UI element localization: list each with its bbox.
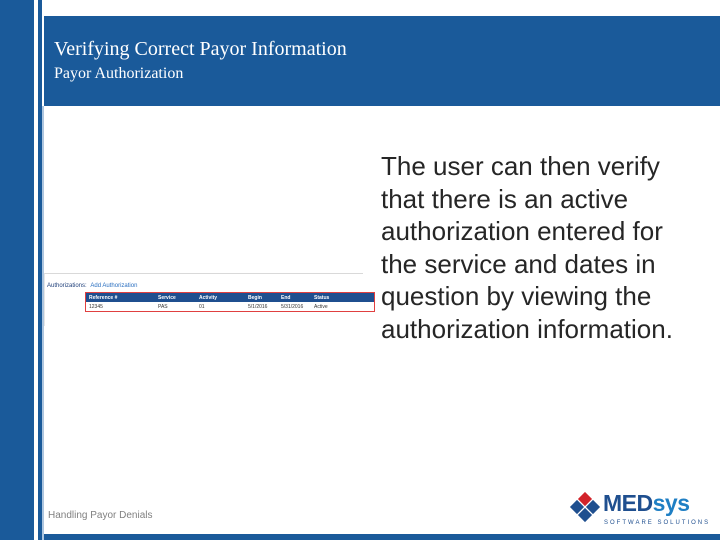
- logo-wordmark-sys: sys: [652, 490, 690, 516]
- column-header: Reference #: [89, 294, 118, 301]
- table-cell: Active: [314, 303, 328, 310]
- add-authorization-link[interactable]: Add Authorization: [90, 283, 138, 289]
- table-cell: 01: [199, 303, 205, 310]
- column-header: Activity: [199, 294, 218, 301]
- authorization-table: [85, 292, 375, 312]
- table-cell: 5/31/2016: [281, 303, 304, 310]
- slide-title: Verifying Correct Payor Information: [54, 38, 347, 60]
- table-cell: 12345: [89, 303, 103, 310]
- header-top-strip: [44, 0, 720, 16]
- column-header: Status: [314, 294, 330, 301]
- authorizations-header: Authorizations: Add Authorization: [47, 283, 138, 289]
- authorization-screenshot: [44, 273, 363, 326]
- logo-tagline: SOFTWARE SOLUTIONS: [604, 520, 711, 526]
- medsys-logo: [568, 490, 711, 530]
- bottom-accent-bar: [44, 534, 720, 540]
- column-header: Service: [158, 294, 176, 301]
- column-header: Begin: [248, 294, 262, 301]
- slide-header: [44, 16, 720, 106]
- slide-body-text: The user can then verify that there is an active authorization entered for the service and dates in question by viewing the authorization information.: [381, 151, 673, 344]
- medsys-logo-mark-icon: [568, 492, 602, 526]
- table-cell: 5/1/2016: [248, 303, 268, 310]
- slide-footer: Handling Payor Denials: [48, 510, 153, 521]
- slide-subtitle: Payor Authorization: [54, 65, 184, 82]
- authorizations-label: Authorizations: [47, 283, 86, 289]
- logo-wordmark: [603, 490, 690, 517]
- table-cell: PAS: [158, 303, 168, 310]
- left-accent-bar: [0, 0, 34, 540]
- table-header-row: [86, 293, 374, 302]
- column-header: End: [281, 294, 291, 301]
- table-row[interactable]: [86, 302, 374, 311]
- logo-wordmark-med: MED: [603, 490, 653, 516]
